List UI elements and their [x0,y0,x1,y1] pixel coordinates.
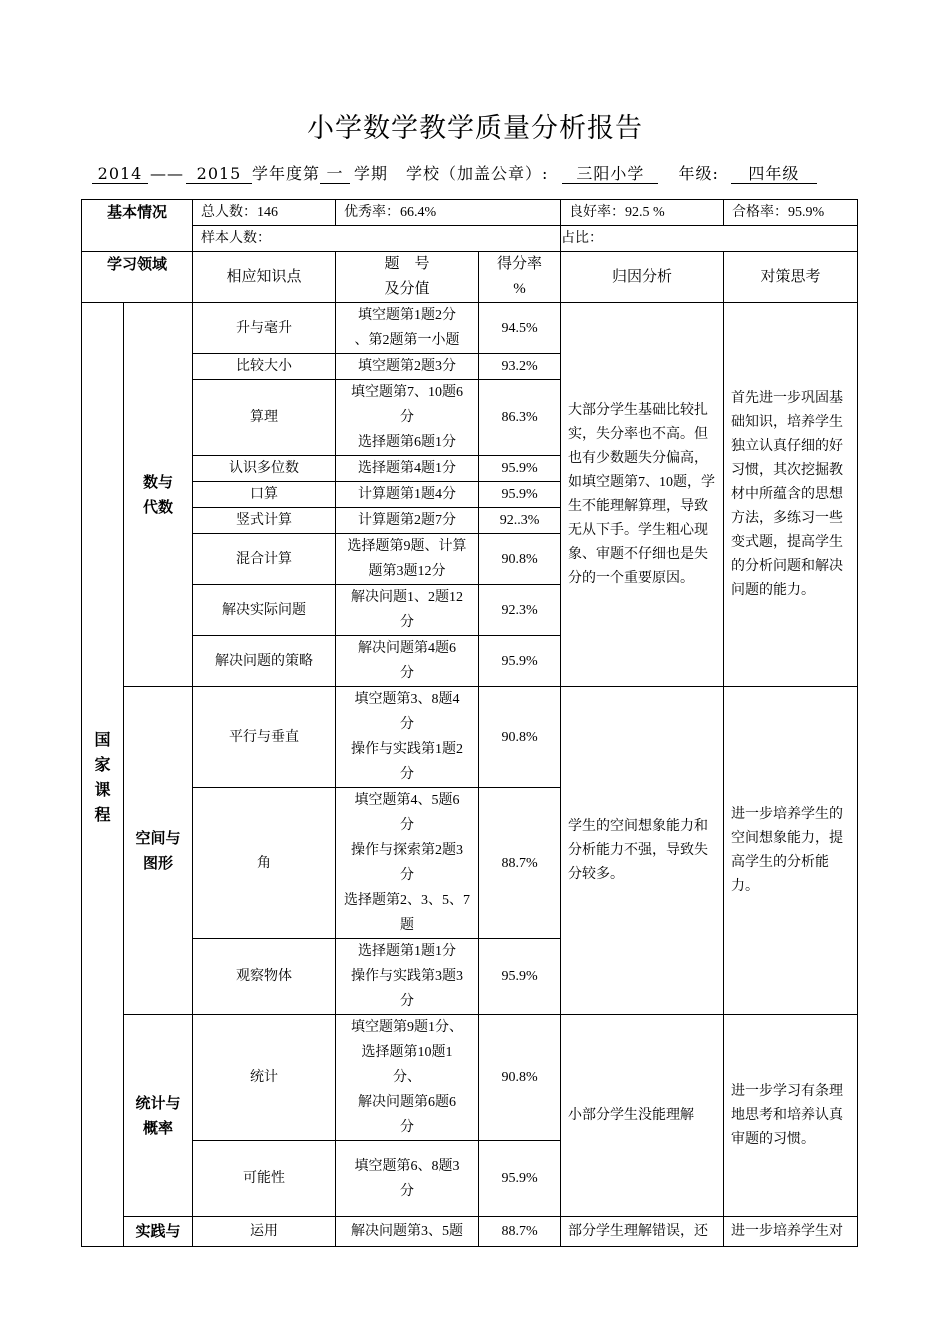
header-cause: 归因分析 [561,252,724,303]
basic-info-row [82,200,858,226]
rate-cell: 90.8% [479,1015,561,1141]
grade-label: 年级: [678,164,719,183]
cause-practice: 部分学生理解错误，还 [561,1217,724,1247]
knowledge-cell: 认识多位数 [193,456,336,482]
table-row [82,687,858,788]
header-rate-line1: 得分率 [497,256,543,272]
rate-cell: 95.9% [479,636,561,687]
total-count: 总人数：146 [193,200,336,226]
year-start: 2014 [92,164,148,184]
knowledge-cell: 竖式计算 [193,508,336,534]
semester-label: 学期 [354,164,389,183]
header-question-line2: 及分值 [384,281,430,297]
header-strategy: 对策思考 [724,252,858,303]
strategy-stat: 进一步学习有条理地思考和培养认真审题的习惯。 [724,1015,858,1217]
header-question-line1: 题 号 [384,256,430,272]
basic-label: 基本情况 [82,200,193,252]
section-stat: 统计与概率 [124,1015,193,1217]
rate-cell: 94.5% [479,303,561,354]
question-cell: 填空题第4、5题6 分 操作与探索第2题3 分 选择题第2、3、5、7 题 [336,788,479,939]
knowledge-cell: 口算 [193,482,336,508]
year-label: 学年度第 [252,164,321,183]
question-cell: 选择题第1题1分 操作与实践第3题3 分 [336,939,479,1015]
knowledge-cell: 混合计算 [193,534,336,585]
question-cell: 填空题第7、10题6 分 选择题第6题1分 [336,380,479,456]
analysis-table [81,199,858,1247]
knowledge-cell: 运用 [193,1217,336,1247]
question-cell: 计算题第1题4分 [336,482,479,508]
header-question [336,252,479,303]
section-practice: 实践与 [124,1217,193,1247]
strategy-space: 进一步培养学生的空间想象能力，提高学生的分析能力。 [724,687,858,1015]
year-end: 2015 [186,164,252,184]
year-dash: —— [150,164,184,183]
national-curriculum: 国家课程 [82,303,124,1247]
question-cell: 填空题第3、8题4 分 操作与实践第1题2 分 [336,687,479,788]
page-title: 小学数学教学质量分析报告 [307,113,643,144]
semester: 一 [320,164,350,184]
knowledge-cell: 统计 [193,1015,336,1141]
question-cell: 选择题第4题1分 [336,456,479,482]
section-space: 空间与图形 [124,687,193,1015]
table-row [82,1015,858,1141]
table-row [82,1217,858,1247]
strategy-num: 首先进一步巩固基础知识，培养学生独立认真仔细的好习惯，其次挖掘教材中所蕴含的思想方法，多练习一些变式题，提高学生的分析问题和解决问题的能力。 [724,303,858,687]
excellent-rate: 优秀率：66.4% [336,200,561,226]
rate-cell: 86.3% [479,380,561,456]
strategy-practice: 进一步培养学生对 [724,1217,858,1247]
question-cell: 填空题第6、8题3 分 [336,1141,479,1217]
rate-cell: 95.9% [479,456,561,482]
school-name: 三阳小学 [562,164,658,184]
report-info-line [92,161,817,184]
knowledge-cell: 升与毫升 [193,303,336,354]
rate-cell: 92.3% [479,585,561,636]
grade-value: 四年级 [731,164,817,184]
rate-cell: 92..3% [479,508,561,534]
knowledge-cell: 解决实际问题 [193,585,336,636]
header-knowledge: 相应知识点 [193,252,336,303]
cause-stat: 小部分学生没能理解 [561,1015,724,1217]
pass-rate: 合格率：95.9% [724,200,858,226]
question-cell: 计算题第2题7分 [336,508,479,534]
rate-cell: 90.8% [479,687,561,788]
rate-cell: 95.9% [479,939,561,1015]
question-cell: 填空题第2题3分 [336,354,479,380]
school-label: 学校（加盖公章）: [406,164,549,183]
good-rate: 良好率：92.5 % [561,200,724,226]
sample-row [82,226,858,252]
header-rate [479,252,561,303]
sample-ratio: 占比： [561,226,858,252]
question-cell: 选择题第9题、计算 题第3题12分 [336,534,479,585]
question-cell: 解决问题1、2题12 分 [336,585,479,636]
section-num: 数与代数 [124,303,193,687]
knowledge-cell: 观察物体 [193,939,336,1015]
table-row [82,303,858,354]
rate-cell: 95.9% [479,482,561,508]
question-cell: 填空题第1题2分 、第2题第一小题 [336,303,479,354]
rate-cell: 93.2% [479,354,561,380]
question-cell: 解决问题第3、5题 [336,1217,479,1247]
rate-cell: 88.7% [479,788,561,939]
cause-space: 学生的空间想象能力和分析能力不强，导致失分较多。 [561,687,724,1015]
question-cell: 填空题第9题1分、 选择题第10题1 分、 解决问题第6题6 分 [336,1015,479,1141]
knowledge-cell: 平行与垂直 [193,687,336,788]
knowledge-cell: 角 [193,788,336,939]
knowledge-cell: 比较大小 [193,354,336,380]
rate-cell: 95.9% [479,1141,561,1217]
header-rate-line2: % [513,281,526,297]
header-domain: 学习领域 [82,252,193,303]
knowledge-cell: 解决问题的策略 [193,636,336,687]
question-cell: 解决问题第4题6 分 [336,636,479,687]
knowledge-cell: 算理 [193,380,336,456]
rate-cell: 88.7% [479,1217,561,1247]
rate-cell: 90.8% [479,534,561,585]
sample-count: 样本人数： [193,226,561,252]
cause-num: 大部分学生基础比较扎实，失分率也不高。但也有少数题失分偏高，如填空题第7、10题，学生不能理解算理，导致无从下手。学生粗心现象、审题不仔细也是失分的一个重要原因。 [561,303,724,687]
knowledge-cell: 可能性 [193,1141,336,1217]
header-row [82,252,858,303]
